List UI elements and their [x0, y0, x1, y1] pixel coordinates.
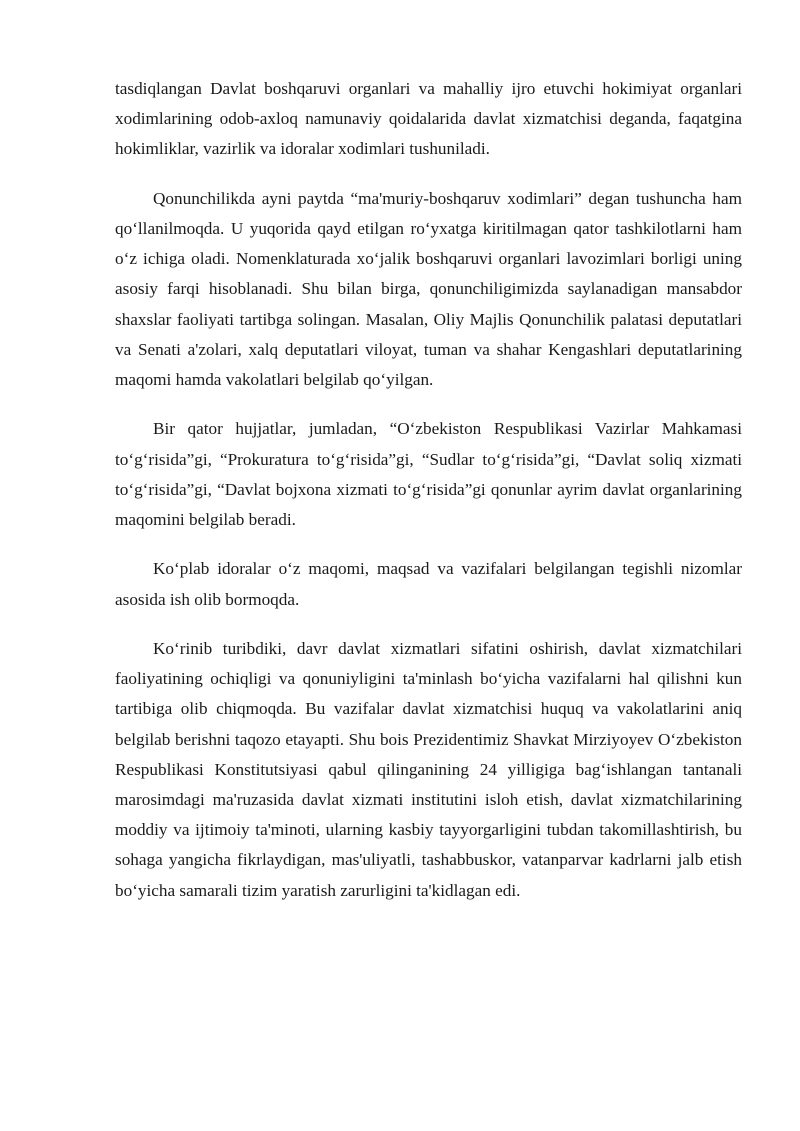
paragraph-regulations: Ko‘plab idoralar o‘z maqomi, maqsad va vazifalari belgilangan tegishli nizomlar asosida ish olib bormoqda. — [115, 559, 742, 609]
document-page — [115, 74, 742, 925]
paragraph-laws: Bir qator hujjatlar, jumladan, “O‘zbekiston Respublikasi Vazirlar Mahkamasi to‘g‘risida”gi, “Prokuratura to‘g‘risida”gi, “Sudlar to‘g‘risida”gi, “Davlat soliq xizmati to‘g‘risida”gi, “Davlat bojxona xizmati to‘g‘risida”gi qonunlar ayrim davlat organlarining maqomini belgilab beradi. — [115, 419, 742, 530]
paragraph-reform: Ko‘rinib turibdiki, davr davlat xizmatlari sifatini oshirish, davlat xizmatchilari faoliyatining ochiqligi va qonuniyligini ta'minlash bo‘yicha vazifalarni hal qilishni kun tartibiga olib chiqmoqda. Bu vazifalar davlat xizmatchisi huquq va vakolatlarini aniq belgilab berishni taqozo etayapti. Shu bois Prezidentimiz Shavkat Mirziyoyev O‘zbekiston Respublikasi Konstitutsiyasi qabul qilinganining 24 yilligiga bag‘ishlangan tantanali marosimdagi ma'ruzasida davlat xizmati institutini isloh etish, davlat xizmatchilarining moddiy va ijtimoiy ta'minoti, ularning kasbiy tayyorgarligini tubdan takomillashtirish, bu sohaga yangicha fikrlaydigan, mas'uliyatli, tashabbuskor, vatanparvar kadrlarni jalb etish bo‘yicha samarali tizim yaratish zarurligini ta'kidlagan edi. — [115, 639, 742, 900]
paragraph-administrative-staff: Qonunchilikda ayni paytda “ma'muriy-boshqaruv xodimlari” degan tushuncha ham qo‘llanilmoqda. U yuqorida qayd etilgan ro‘yxatga kiritilmagan qator tashkilotlarni ham o‘z ichiga oladi. Nomenklaturada xo‘jalik boshqaruvi organlari lavozimlari borligi uning asosiy farqi hisoblanadi. Shu bilan birga, qonunchiligimizda saylanadigan mansabdor shaxslar faoliyati tartibga solingan. Masalan, Oliy Majlis Qonunchilik palatasi deputatlari va Senati a'zolari, xalq deputatlari viloyat, tuman va shahar Kengashlari deputatlarining maqomi hamda vakolatlari belgilab qo‘yilgan. — [115, 188, 742, 390]
paragraph-continuation: tasdiqlangan Davlat boshqaruvi organlari va mahalliy ijro etuvchi hokimiyat organlari xodimlarining odob-axloq namunaviy qoidalarida davlat xizmatchisi deganda, faqatgina hokimliklar, vazirlik va idoralar xodimlari tushuniladi. — [115, 79, 742, 159]
